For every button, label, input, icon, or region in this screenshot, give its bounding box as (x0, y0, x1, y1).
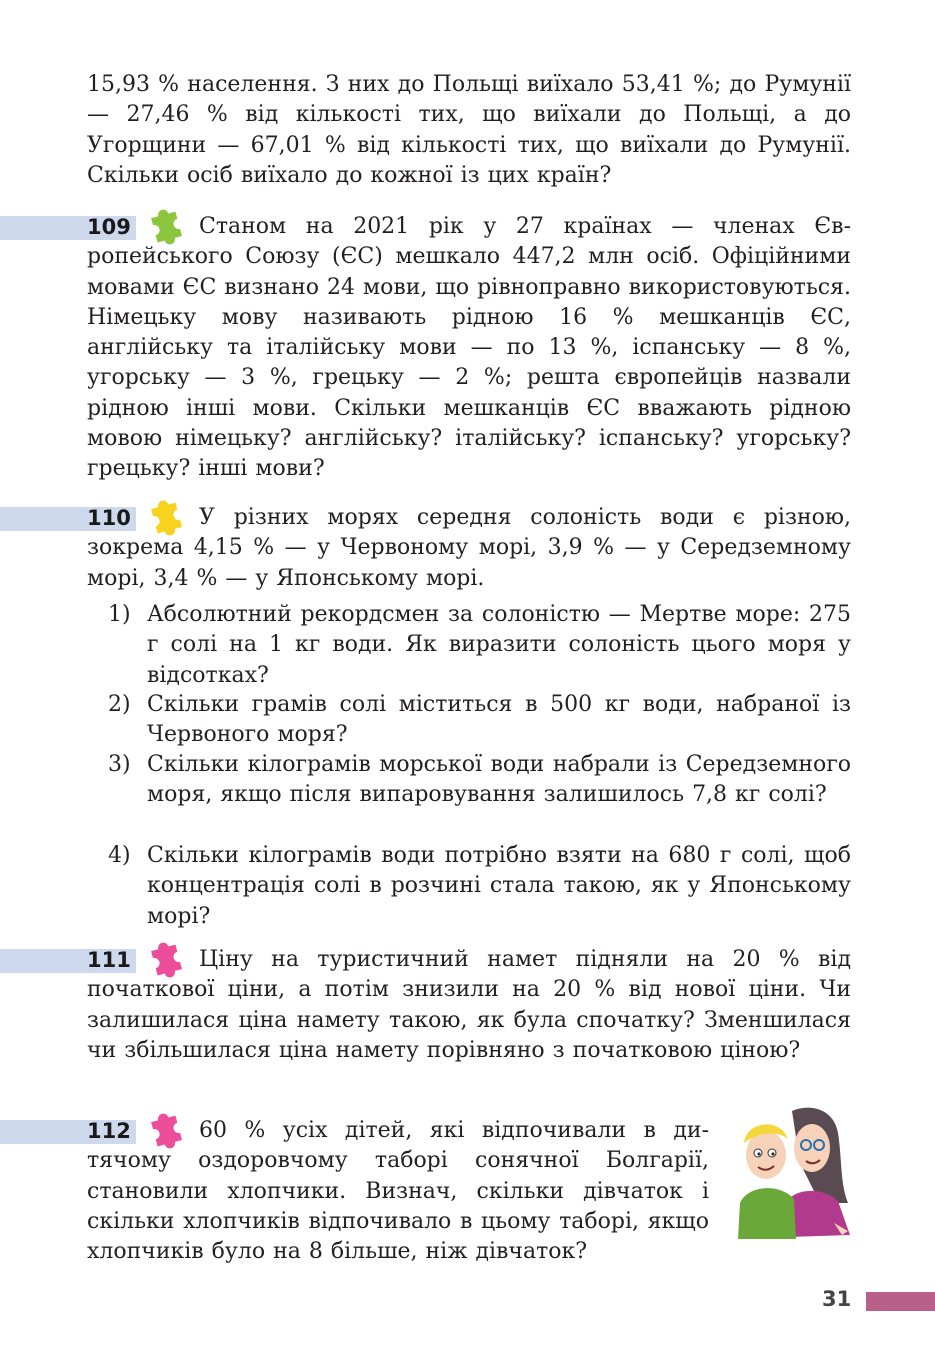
list-item-text: Абсолютний рекордсмен за солоністю — Мертве море: 275 г солі на 1 кг води. Як виразити солоність цього моря у відсотках? (147, 602, 851, 688)
children-illustration (730, 1103, 855, 1243)
list-item (108, 600, 851, 691)
page-number: 31 (822, 1287, 852, 1311)
intro-paragraph: 15,93 % населення. З них до Польщі виїхало 53,41 %; до Румунії — 27,46 % від кількості тих, що виїхали до Польщі, а до Угорщини — 67,01 % від кількості тих, що виїхали до Румунії. Скільки осіб виїхало до кожної із цих країн? (87, 72, 851, 188)
problem-112-text: 60 % усіх дітей, які відпочивали в дитячому оздоровчому таборі сонячної Болгарії, становили хлопчики. Визнач, скільки дівчаток і скільки хлопчиків відпочивало в цьому таборі, якщо хлопчиків було на 8 більше, ніж дівчаток? (87, 1118, 709, 1265)
list-item-number: 3) (108, 752, 131, 777)
problem-109-text: Станом на 2021 рік у 27 країнах — членах Європейського Союзу (ЄС) мешкало 447,2 млн осіб. Офіційними мовами ЄС визнано 24 мови, що рівноправно використовуються. Німецьку мову називають рідною 16 % мешканців ЄС, англійську та італійську мови — по 13 %, іспанську — 8 %, угорську — 3 %, грецьку — 2 %; решта європейців назвали рідною інші мови. Скільки мешканців ЄС вважають рідною мовою німецьку? англійську? італійську? іспанську? угорську? грецьку? інші мови? (87, 214, 852, 482)
list-item (108, 841, 851, 932)
problem-111-number: 111 (87, 948, 131, 972)
problem-110-number: 110 (87, 506, 131, 530)
list-item (108, 750, 851, 811)
page-bar (866, 1292, 935, 1311)
list-item-text: Скільки грамів солі міститься в 500 кг води, набраної із Червоного моря? (147, 692, 851, 748)
problem-109-number: 109 (87, 215, 131, 239)
problem-111-text: Ціну на туристичний намет підняли на 20 % від початкової ціни, а потім знизили на 20 % від нової ціни. Чи залишилася ціна намету такою, як була спочатку? Зменшилася чи збільшилася ціна намету порівняно з початковою ціною? (87, 947, 851, 1063)
list-item (108, 690, 851, 751)
list-item-number: 1) (108, 602, 131, 627)
list-item-text: Скільки кілограмів води потрібно взяти на 680 г солі, щоб концентрація солі в розчині стала такою, як у Японському морі? (147, 843, 851, 929)
problem-112-number: 112 (87, 1119, 131, 1143)
list-item-text: Скільки кілограмів морської води набрали із Середземного моря, якщо після випаровування залишилось 7,8 кг солі? (147, 752, 851, 808)
problem-110-text: У різних морях середня солоність води є різною, зокрема 4,15 % — у Червоному морі, 3,9 % — у Середземному морі, 3,4 % — у Японському морі. (87, 505, 851, 591)
list-item-number: 2) (108, 692, 131, 717)
list-item-number: 4) (108, 843, 131, 868)
